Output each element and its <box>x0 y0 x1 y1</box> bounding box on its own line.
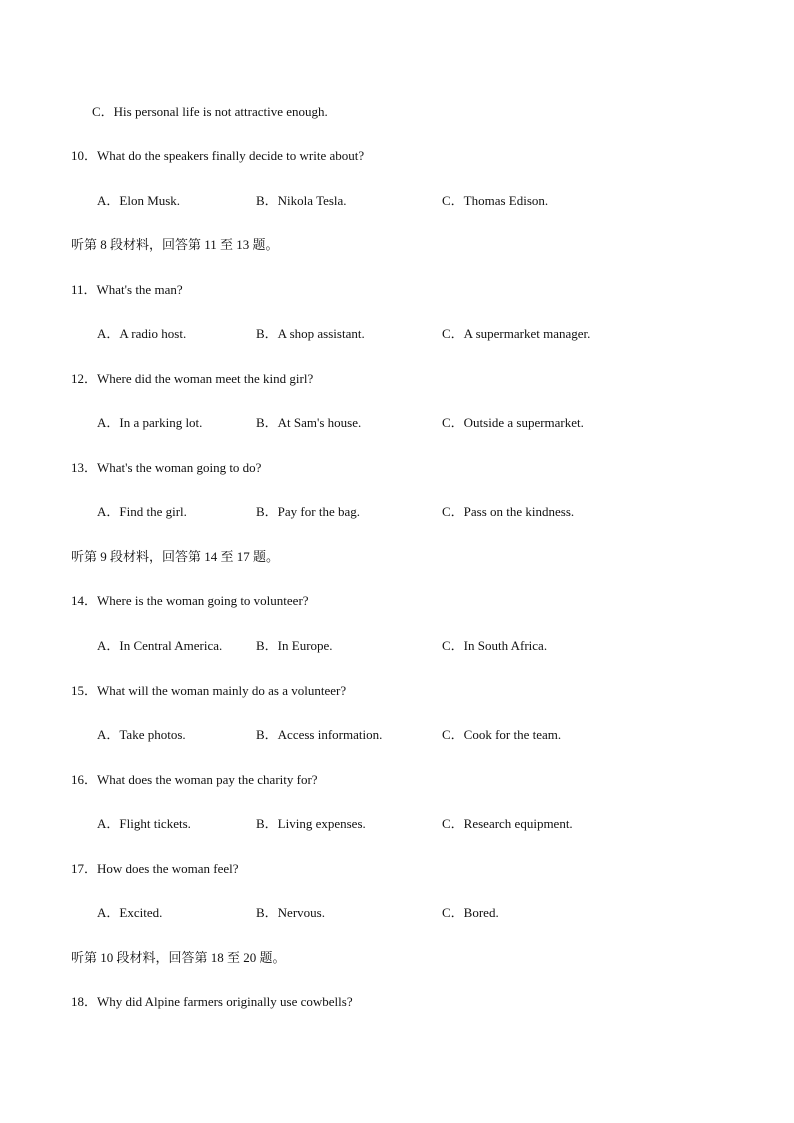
section-heading-9: 听第 9 段材料，回答第 14 至 17 题。 <box>71 549 280 564</box>
q15-option-b: B．Access information. <box>256 727 383 742</box>
q16-option-c: C．Research equipment. <box>442 816 573 831</box>
question-11: 11．What's the man? <box>71 282 183 297</box>
question-16: 16．What does the woman pay the charity for? <box>71 772 318 787</box>
q13-option-c: C．Pass on the kindness. <box>442 504 575 519</box>
q11-option-c: C．A supermarket manager. <box>442 326 591 341</box>
question-14: 14．Where is the woman going to volunteer? <box>71 593 309 608</box>
q12-option-c: C．Outside a supermarket. <box>442 415 584 430</box>
q13-option-a: A．Find the girl. <box>97 504 187 519</box>
q11-option-a: A．A radio host. <box>97 326 187 341</box>
q17-option-c: C．Bored. <box>442 905 499 920</box>
question-12: 12．Where did the woman meet the kind girl? <box>71 371 314 386</box>
q10-option-c: C．Thomas Edison. <box>442 193 549 208</box>
option-c-prev-question: C．His personal life is not attractive enough. <box>92 104 328 119</box>
q13-option-b: B．Pay for the bag. <box>256 504 360 519</box>
q10-option-b: B．Nikola Tesla. <box>256 193 347 208</box>
q17-option-b: B．Nervous. <box>256 905 325 920</box>
q17-option-a: A．Excited. <box>97 905 163 920</box>
section-heading-8: 听第 8 段材料，回答第 11 至 13 题。 <box>71 237 279 252</box>
q14-option-b: B．In Europe. <box>256 638 333 653</box>
question-18: 18．Why did Alpine farmers originally use cowbells? <box>71 994 353 1009</box>
q16-option-a: A．Flight tickets. <box>97 816 191 831</box>
q15-option-a: A．Take photos. <box>97 727 186 742</box>
question-13: 13．What's the woman going to do? <box>71 460 262 475</box>
question-15: 15．What will the woman mainly do as a volunteer? <box>71 683 347 698</box>
question-10: 10．What do the speakers finally decide to write about? <box>71 148 365 163</box>
q15-option-c: C．Cook for the team. <box>442 727 562 742</box>
question-17: 17．How does the woman feel? <box>71 861 239 876</box>
q14-option-a: A．In Central America. <box>97 638 223 653</box>
q11-option-b: B．A shop assistant. <box>256 326 365 341</box>
q14-option-c: C．In South Africa. <box>442 638 548 653</box>
q16-option-b: B．Living expenses. <box>256 816 366 831</box>
q12-option-b: B．At Sam's house. <box>256 415 362 430</box>
q10-option-a: A．Elon Musk. <box>97 193 181 208</box>
q12-option-a: A．In a parking lot. <box>97 415 203 430</box>
section-heading-10: 听第 10 段材料，回答第 18 至 20 题。 <box>71 950 286 965</box>
